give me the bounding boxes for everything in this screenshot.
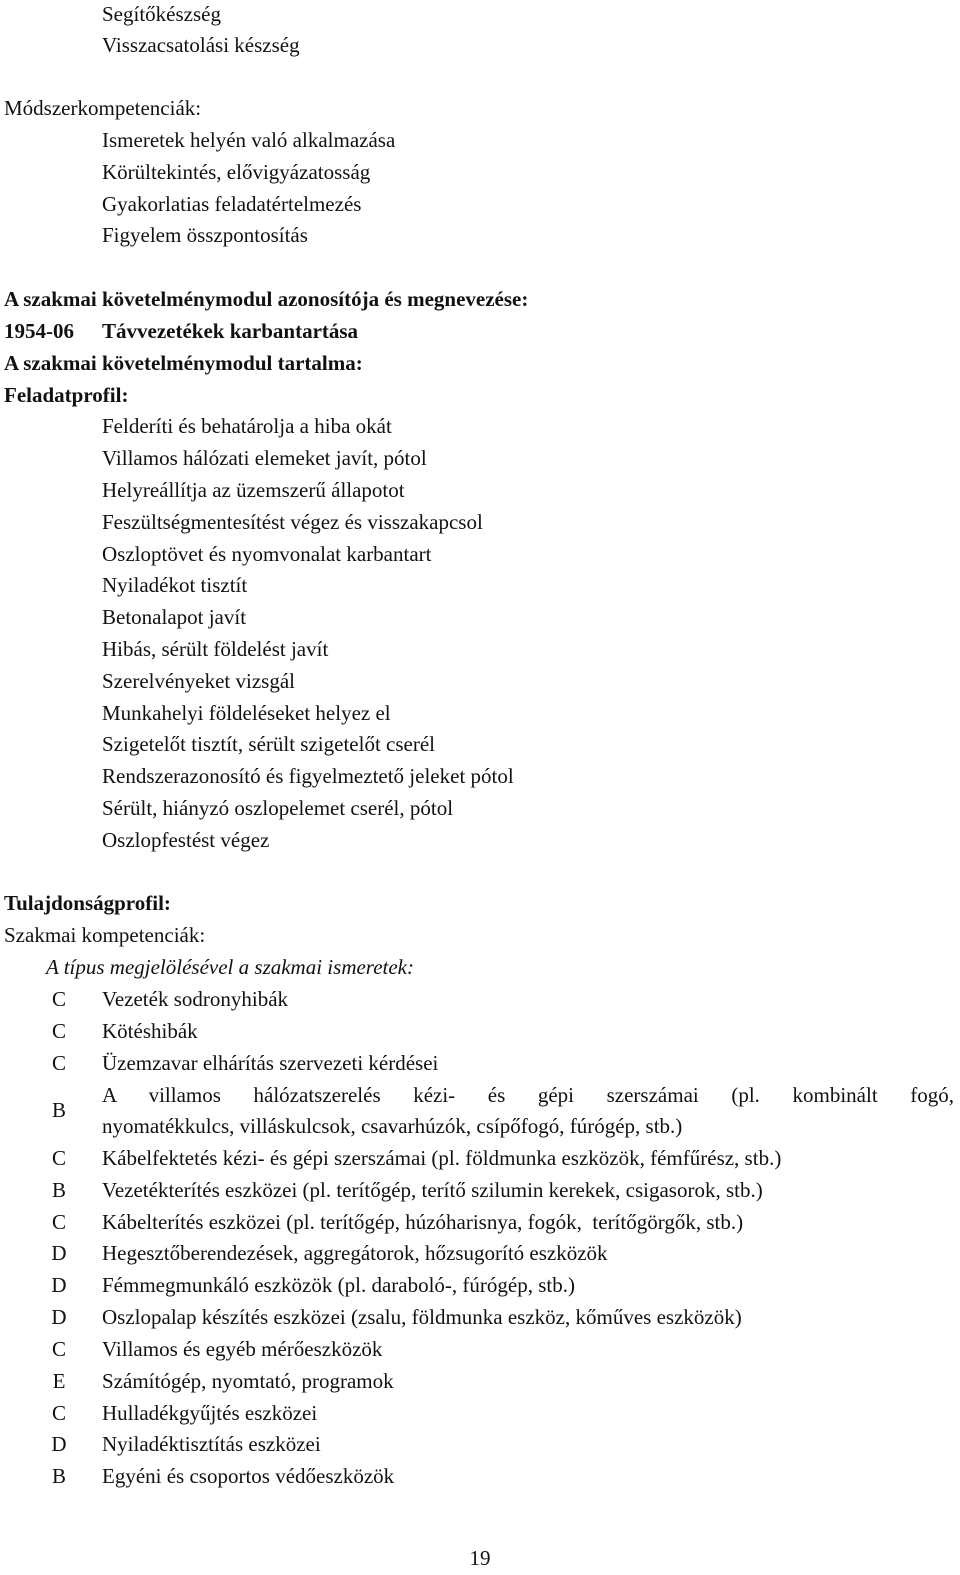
knowledge-item: Villamos és egyéb mérőeszközök	[102, 1337, 383, 1361]
method-item: Körültekintés, elővigyázatosság	[102, 160, 371, 184]
knowledge-item: Vezeték sodronyhibák	[102, 987, 289, 1011]
type-code: E	[52, 1369, 66, 1393]
task-item: Munkahelyi földeléseket helyez el	[102, 701, 391, 725]
task-profile-heading: Feladatprofil:	[4, 383, 129, 407]
type-code: C	[51, 1051, 66, 1075]
module-id-heading: A szakmai követelménymodul azonosítója és megnevezése:	[4, 287, 529, 311]
task-item: Nyiladékot tisztít	[102, 573, 248, 597]
task-item: Szigetelőt tisztít, sérült szigetelőt cserél	[102, 732, 435, 756]
task-item: Szerelvényeket vizsgál	[102, 669, 295, 693]
knowledge-item: A villamos hálózatszerelés kézi- és gépi szerszámai (pl. kombinált fogó,	[102, 1083, 954, 1107]
type-code: B	[51, 1178, 66, 1202]
module-content-heading: A szakmai követelménymodul tartalma:	[4, 351, 363, 375]
type-code: C	[51, 1337, 66, 1361]
professional-competencies-heading: Szakmai kompetenciák:	[4, 923, 206, 947]
module-name: Távvezetékek karbantartása	[102, 319, 359, 343]
knowledge-item: Kábelterítés eszközei (pl. terítőgép, húzóharisnya, fogók, terítőgörgők, stb.)	[102, 1210, 744, 1234]
task-item: Betonalapot javít	[102, 605, 247, 629]
task-item: Hibás, sérült földelést javít	[102, 637, 329, 661]
task-item: Oszlopfestést végez	[102, 828, 270, 852]
top-item: Segítőkészség	[102, 2, 221, 26]
knowledge-item: Kötéshibák	[102, 1019, 198, 1043]
knowledge-item-continuation: nyomatékkulcs, villáskulcsok, csavarhúzók, csípőfogó, fúrógép, stb.)	[102, 1114, 683, 1138]
task-item: Feszültségmentesítést végez és visszakapcsol	[102, 510, 483, 534]
module-id: 1954-06	[4, 319, 74, 343]
type-code: C	[51, 987, 66, 1011]
knowledge-item: Fémmegmunkáló eszközök (pl. daraboló-, fúrógép, stb.)	[102, 1273, 575, 1297]
page-number: 19	[469, 1546, 491, 1570]
method-heading: Módszerkompetenciák:	[4, 96, 202, 120]
type-code: B	[51, 1098, 66, 1122]
knowledge-item: Üzemzavar elhárítás szervezeti kérdései	[102, 1051, 439, 1075]
method-item: Figyelem összpontosítás	[102, 223, 308, 247]
method-item: Gyakorlatias feladatértelmezés	[102, 192, 362, 216]
knowledge-item: Vezetékterítés eszközei (pl. terítőgép, terítő szilumin kerekek, csigasorok, stb.)	[102, 1178, 763, 1202]
knowledge-item: Oszlopalap készítés eszközei (zsalu, földmunka eszköz, kőműves eszközök)	[102, 1305, 742, 1329]
task-item: Oszloptövet és nyomvonalat karbantart	[102, 542, 432, 566]
task-item: Rendszerazonosító és figyelmeztető jeleket pótol	[102, 764, 514, 788]
top-item: Visszacsatolási készség	[102, 33, 300, 57]
type-code: D	[51, 1305, 67, 1329]
knowledge-item: Egyéni és csoportos védőeszközök	[102, 1464, 395, 1488]
method-item: Ismeretek helyén való alkalmazása	[102, 128, 396, 152]
knowledge-item: Hulladékgyűjtés eszközei	[102, 1401, 318, 1425]
knowledge-item: Nyiladéktisztítás eszközei	[102, 1432, 321, 1456]
type-code: D	[51, 1273, 67, 1297]
type-code: C	[51, 1210, 66, 1234]
task-item: Helyreállítja az üzemszerű állapotot	[102, 478, 405, 502]
type-code: C	[51, 1019, 66, 1043]
type-heading: A típus megjelölésével a szakmai ismeretek:	[46, 955, 414, 979]
type-code: D	[51, 1241, 67, 1265]
knowledge-item: Számítógép, nyomtató, programok	[102, 1369, 394, 1393]
task-item: Sérült, hiányzó oszlopelemet cserél, pótol	[102, 796, 454, 820]
property-profile-heading: Tulajdonságprofil:	[4, 891, 171, 915]
type-code: C	[51, 1401, 66, 1425]
type-code: B	[51, 1464, 66, 1488]
type-code: C	[51, 1146, 66, 1170]
task-item: Felderíti és behatárolja a hiba okát	[102, 414, 392, 438]
knowledge-item: Hegesztőberendezések, aggregátorok, hőzsugorító eszközök	[102, 1241, 608, 1265]
knowledge-item: Kábelfektetés kézi- és gépi szerszámai (pl. földmunka eszközök, fémfűrész, stb.)	[102, 1146, 782, 1170]
type-code: D	[51, 1432, 67, 1456]
task-item: Villamos hálózati elemeket javít, pótol	[102, 446, 427, 470]
